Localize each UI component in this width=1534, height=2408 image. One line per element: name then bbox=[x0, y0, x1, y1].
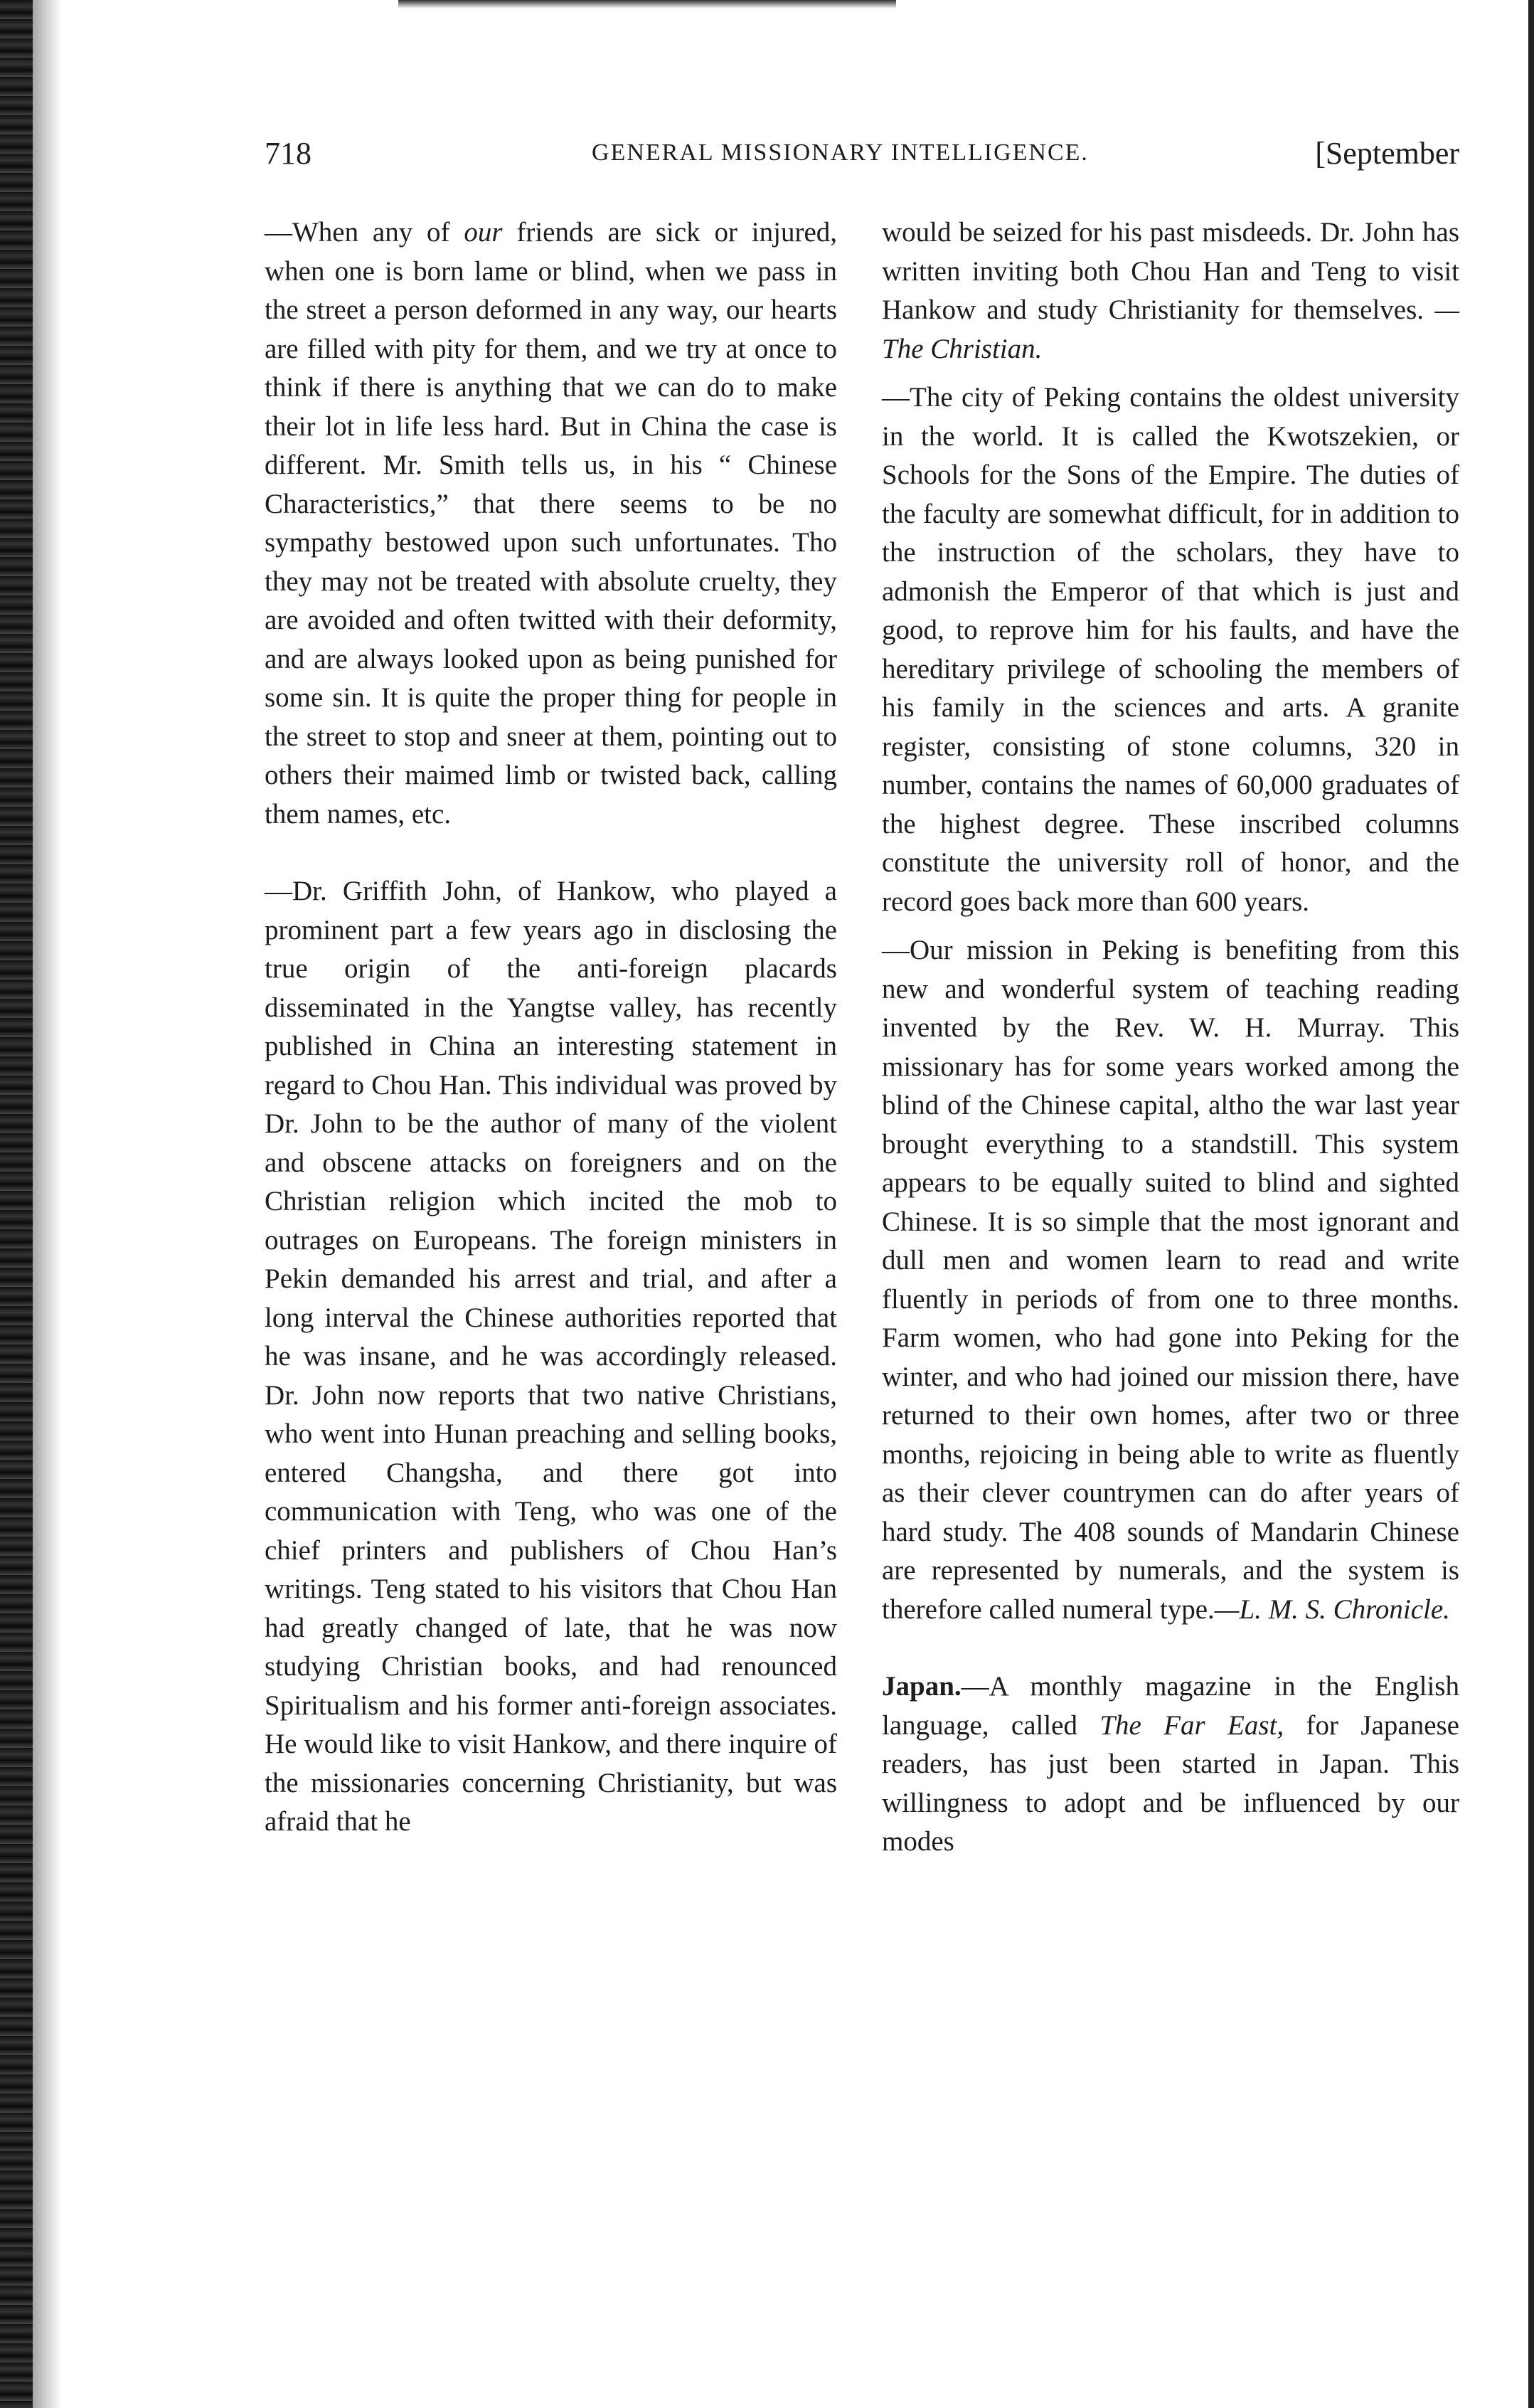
emphasis-our: our bbox=[464, 217, 503, 248]
paragraph-text: for Japanese readers, has just been started in Japan. This willingness to adopt and be influenced by our modes bbox=[882, 1709, 1459, 1857]
paragraph-text: would be seized for his past misdeeds. Dr. John has written inviting both Chou Han and Teng to visit Hankow and study Christianity for themselves. bbox=[882, 217, 1459, 325]
scan-left-edge bbox=[0, 0, 33, 2408]
paragraph-text: —The city of Peking contains the oldest university in the world. It is called the Kwotszekien, or Schools for the Sons of the Empire. The duties of the faculty are somewhat difficult, for in addition to the instruction of the scholars, they have to admonish the Emperor of that which is just and good, to reprove him for his faults, and have the hereditary privilege of schooling the members of his family in the sciences and arts. A granite register, consisting of stone columns, 320 in number, contains the names of 60,000 graduates of the highest degree. These inscribed columns constitute the university roll of honor, and the record goes back more than 600 years. bbox=[882, 382, 1459, 917]
emphasis-the-far-east: The Far East, bbox=[1099, 1709, 1284, 1741]
paragraph-text: friends are sick or injured, when one is born lame or blind, when we pass in the street a person deformed in any way, our hearts are filled with pity for them, and we try at once to think if there is anything that we can do to make their lot in life less hard. But in China the case is different. Mr. Smith tells us, in his “ Chinese Characteristics,” that there seems to be no sympathy bestowed upon such unfortunates. Tho they may not be treated with absolute cruelty, they are avoided and often twitted with their deformity, and are always looked upon as being punished for some sin. It is quite the proper thing for people in the street to stop and sneer at them, pointing out to others their maimed limb or twisted back, calling them names, etc. bbox=[265, 217, 837, 829]
paragraph-continuation bbox=[882, 213, 1459, 368]
page-number: 718 bbox=[265, 136, 311, 171]
paragraph-japan bbox=[882, 1667, 1459, 1862]
paragraph-text: —A monthly magazine in the English language, called bbox=[882, 1671, 1459, 1741]
scan-left-shadow bbox=[33, 0, 61, 2408]
running-head: GENERAL MISSIONARY INTELLIGENCE. bbox=[592, 139, 1089, 166]
paragraph-sympathy bbox=[265, 213, 837, 834]
scan-top-edge bbox=[398, 0, 896, 9]
paragraph-peking-university bbox=[882, 378, 1459, 921]
right-column bbox=[882, 213, 1459, 1862]
left-column bbox=[265, 213, 837, 1842]
source-citation: —The Christian. bbox=[882, 295, 1459, 364]
paragraph-text: —Dr. Griffith John, of Hankow, who played a prominent part a few years ago in disclosing the true origin of the anti-foreign placards disseminated in the Yangtse valley, has recently published in China an interesting statement in regard to Chou Han. This individual was proved by Dr. John to be the author of many of the violent and obscene attacks on foreigners and on the Christian religion which incited the mob to outrages on Europeans. The foreign ministers in Pekin demanded his arrest and trial, and after a long interval the Chinese authorities reported that he was insane, and he was accordingly released. Dr. John now reports that two native Christians, who went into Hunan preaching and selling books, entered Changsha, and there got into communication with Teng, who was one of the chief printers and publishers of Chou Han’s writings. Teng stated to his visitors that Chou Han had greatly changed of late, that he was now studying Christian books, and had renounced Spiritualism and his former anti-foreign associates. He would like to visit Hankow, and there inquire of the missionaries concerning Christianity, but was afraid that he bbox=[265, 876, 837, 1837]
source-citation: —L. M. S. Chronicle. bbox=[1214, 1593, 1450, 1625]
paragraph-numeral-type bbox=[882, 931, 1459, 1629]
page-header bbox=[265, 135, 1459, 185]
paragraph-lead: —When any of bbox=[265, 217, 464, 248]
paragraph-text: —Our mission in Peking is benefiting from this new and wonderful system of teaching reading invented by the Rev. W. H. Murray. This missionary has for some years worked among the blind of the Chinese capital, altho the war last year brought everything to a standstill. This system appears to be equally suited to blind and sighted Chinese. It is so simple that the most ignorant and dull men and women learn to read and write fluently in periods of from one to three months. Farm women, who had gone into Peking for the winter, and who had joined our mission there, have returned to their own homes, after two or three months, rejoicing in being able to write as fluently as their clever countrymen can do after years of hard study. The 408 sounds of Mandarin Chinese are represented by numerals, and the system is therefore called numeral type. bbox=[882, 935, 1459, 1625]
running-head-month: [September bbox=[1315, 136, 1459, 171]
paragraph-griffith-john bbox=[265, 872, 837, 1842]
section-heading-japan: Japan. bbox=[882, 1671, 962, 1702]
scan-right-edge bbox=[1528, 0, 1534, 2408]
